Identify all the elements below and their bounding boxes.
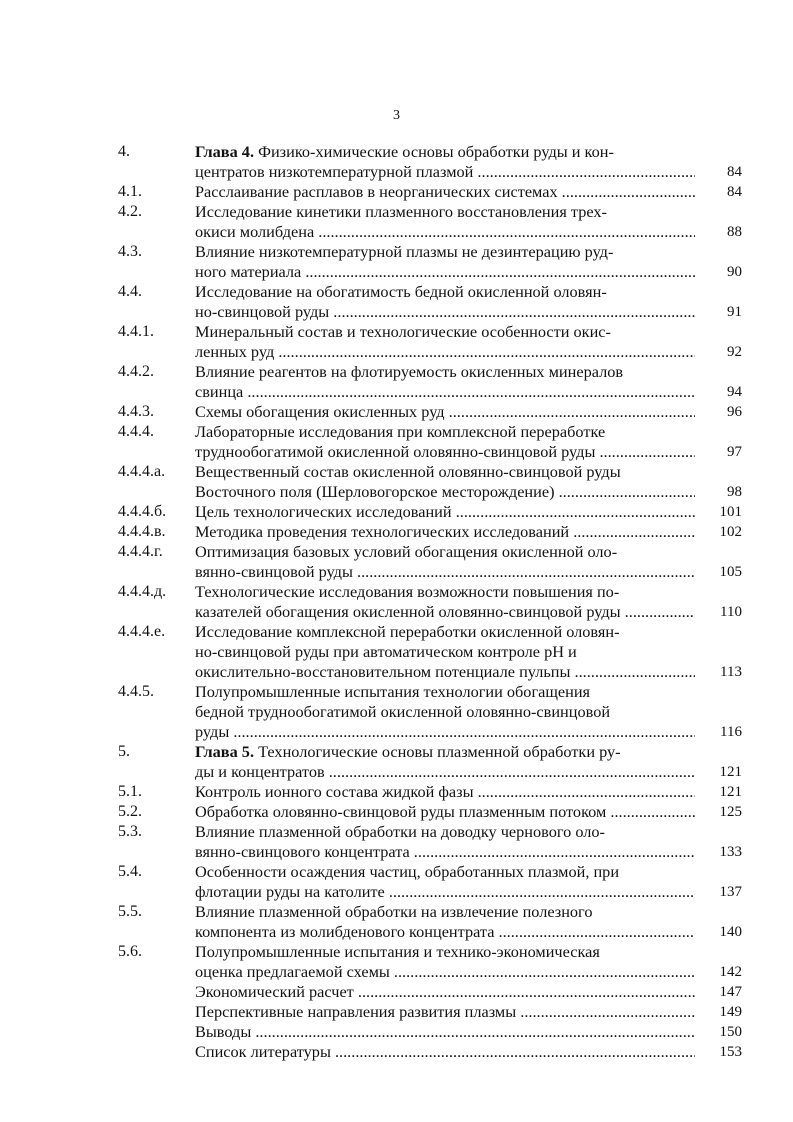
toc-entry-page: 101 [719,504,742,520]
toc-entry-title: Полупромышленные испытания и технико-экономическая оценка предлагаемой схемы ..... [195,942,695,982]
toc-entry-title: Технологические исследования возможности повышения по- казателей обогащения окисленной оловянно-свинцовой руды ..... [195,582,695,622]
toc-entry-page: 91 [727,304,742,320]
toc-entry-title: Список литературы ..... [195,1042,695,1062]
toc-entry-number: 4.4.3. [118,403,154,420]
toc-entry-number: 4.4. [118,283,142,300]
toc-entry-title: Перспективные направления развития плазмы ..... [195,1002,695,1022]
toc-entry [118,802,748,822]
toc-entry-page: 137 [719,884,742,900]
toc-entry-page: 133 [719,844,742,860]
toc-entry [118,782,748,802]
toc-entry-title: Контроль ионного состава жидкой фазы ..... [195,782,695,802]
toc-entry-title: Минеральный состав и технологические особенности окис- ленных руд ..... [195,322,695,362]
toc-entry-page: 92 [727,344,742,360]
toc-entry [118,582,748,622]
toc-entry-number: 4.4.4. [118,423,154,440]
toc-entry-title: Обработка оловянно-свинцовой руды плазменным потоком ..... [195,802,695,822]
toc-entry-page: 102 [719,524,742,540]
toc-entry-page: 121 [719,784,742,800]
toc-entry-title: Влияние низкотемпературной плазмы не дезинтерацию руд- ного материала ..... [195,242,695,282]
toc-entry-page: 110 [720,604,742,620]
toc-entry [118,682,748,742]
table-of-contents [118,142,748,1062]
toc-entry-number: 5.6. [118,943,142,960]
toc-entry-number: 5.2. [118,803,142,820]
toc-entry-title: Расслаивание расплавов в неорганических системах ..... [195,182,695,202]
toc-entry-title: Глава 4. Физико-химические основы обработки руды и кон- центратов низкотемпературной плазмой ..... [195,142,695,182]
toc-entry-number: 4.4.4.е. [118,623,166,640]
toc-entry [118,542,748,582]
toc-entry-page: 149 [719,1004,742,1020]
toc-entry [118,202,748,242]
toc-entry [118,822,748,862]
toc-entry-title: Глава 5. Технологические основы плазменной обработки ру- ды и концентратов ..... [195,742,695,782]
toc-entry-page: 125 [719,804,742,820]
toc-entry-page: 97 [727,444,742,460]
toc-entry-title: Схемы обогащения окисленных руд ..... [195,402,695,422]
toc-entry-page: 88 [727,224,742,240]
toc-entry-page: 116 [720,724,742,740]
toc-entry-number: 4.3. [118,243,142,260]
toc-entry-title: Полупромышленные испытания технологии обогащения бедной труднообогатимой окисленной оловянно-свинцовой руды ..... [195,682,695,742]
toc-entry-number: 4.4.5. [118,683,154,700]
toc-entry-number: 4.2. [118,203,142,220]
toc-entry [118,522,748,542]
toc-entry-page: 121 [719,764,742,780]
toc-entry [118,502,748,522]
toc-entry [118,622,748,682]
toc-entry-page: 142 [719,964,742,980]
toc-entry-page: 153 [719,1044,742,1060]
toc-entry-title: Выводы ..... [195,1022,695,1042]
toc-entry-number: 5.3. [118,823,142,840]
toc-entry [118,402,748,422]
toc-entry-page: 147 [719,984,742,1000]
toc-entry-number: 5.5. [118,903,142,920]
toc-entry-page: 105 [719,564,742,580]
toc-entry-number: 4.4.4.в. [118,523,166,540]
toc-entry [118,942,748,982]
toc-entry-page: 113 [720,664,742,680]
toc-entry-title: Оптимизация базовых условий обогащения окисленной оло- вянно-свинцовой руды ..... [195,542,695,582]
toc-entry-title: Экономический расчет ..... [195,982,695,1002]
toc-entry-page: 84 [727,164,742,180]
toc-entry [118,902,748,942]
toc-entry [118,742,748,782]
toc-entry-number: 5.1. [118,783,142,800]
toc-entry [118,982,748,1002]
toc-entry-title: Исследование на обогатимость бедной окисленной оловян- но-свинцовой руды ..... [195,282,695,322]
toc-entry-title: Лабораторные исследования при комплексной переработке труднообогатимой окисленной оловянно-свинцовой руды ..... [195,422,695,462]
toc-entry-number: 4.4.4.д. [118,583,167,600]
toc-entry [118,242,748,282]
toc-entry-number: 5. [118,743,130,760]
toc-entry [118,182,748,202]
toc-entry-number: 4.4.4.г. [118,543,163,560]
toc-entry-number: 4.4.4.а. [118,463,166,480]
toc-entry [118,1042,748,1062]
toc-entry [118,362,748,402]
toc-entry-number: 4.1. [118,183,142,200]
toc-entry-number: 4.4.1. [118,323,154,340]
toc-entry-title: Влияние плазменной обработки на доводку чернового оло- вянно-свинцового концентрата ..... [195,822,695,862]
toc-entry-title: Вещественный состав окисленной оловянно-свинцовой руды Восточного поля (Шерловогорское месторождение) ..... [195,462,695,502]
chapter-label: Глава 4. [195,142,259,161]
page-number: 3 [393,108,400,123]
toc-entry [118,462,748,502]
toc-entry-title: Влияние плазменной обработки на извлечение полезного компонента из молибденового концентрата ..... [195,902,695,942]
toc-entry-page: 94 [727,384,742,400]
toc-entry-title: Исследование комплексной переработки окисленной оловян- но-свинцовой руды при автоматическом контроле pH и окислительно-восстановительном потенциале пульпы ..... [195,622,695,682]
toc-entry [118,1022,748,1042]
toc-entry-page: 150 [719,1024,742,1040]
chapter-label: Глава 5. [195,742,259,761]
toc-entry-title: Цель технологических исследований ..... [195,502,695,522]
toc-entry-number: 4.4.4.б. [118,503,167,520]
toc-entry-page: 84 [727,184,742,200]
toc-entry [118,422,748,462]
toc-entry-page: 90 [727,264,742,280]
toc-entry [118,322,748,362]
toc-entry-number: 4.4.2. [118,363,154,380]
toc-entry-title: Особенности осаждения частиц, обработанных плазмой, при флотации руды на католите ..... [195,862,695,902]
toc-entry-title: Влияние реагентов на флотируемость окисленных минералов свинца ..... [195,362,695,402]
toc-entry-page: 98 [727,484,742,500]
toc-entry [118,862,748,902]
toc-entry-title: Исследование кинетики плазменного восстановления трех- окиси молибдена ..... [195,202,695,242]
toc-entry [118,142,748,182]
toc-entry-number: 4. [118,143,130,160]
toc-entry [118,282,748,322]
toc-entry-number: 5.4. [118,863,142,880]
toc-entry-title: Методика проведения технологических исследований ..... [195,522,695,542]
toc-entry [118,1002,748,1022]
toc-entry-page: 140 [719,924,742,940]
toc-entry-page: 96 [727,404,742,420]
